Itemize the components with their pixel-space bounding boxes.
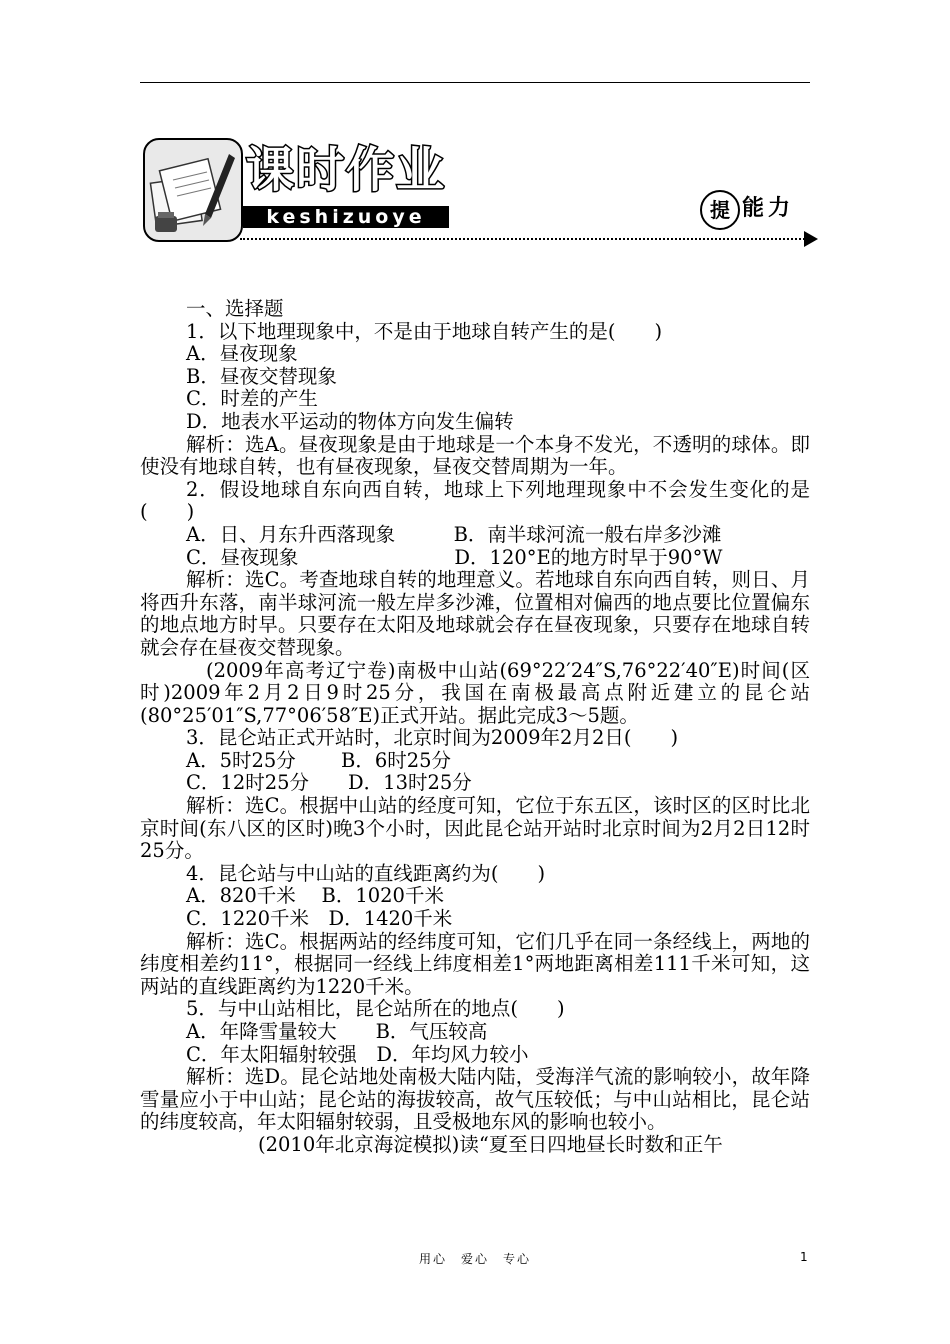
q2-options-row-1: A．日、月东升西落现象 B．南半球河流一般右岸多沙滩 — [186, 522, 722, 546]
question-1: 1．以下地理现象中，不是由于地球自转产生的是( ) — [186, 319, 663, 343]
notebook-pen-icon — [143, 138, 243, 242]
section-heading: 一、选择题 — [186, 297, 284, 320]
q5-options-row-1: A．年降雪量较大 B．气压较高 — [186, 1020, 488, 1043]
q1-option-a: A．昼夜现象 — [186, 342, 298, 366]
ability-label: 能力 — [742, 196, 795, 221]
exercise-content — [140, 298, 810, 1157]
page-number: 1 — [800, 1250, 808, 1264]
question-3: 3．昆仑站正式开站时，北京时间为2009年2月2日( ) — [186, 726, 679, 750]
question-5: 5．与中山站相比，昆仑站所在的地点( ) — [186, 997, 565, 1021]
banner-subtitle: keshizuoye — [243, 206, 449, 228]
header-rule — [140, 82, 810, 83]
q3-analysis: 解析：选C。根据中山站的经度可知，它位于东五区，该时区的区时比北京时间(东八区的区时)晚3个小时，因此昆仑站开站时北京时间为2月2日12时25分。 — [140, 794, 810, 863]
material-2: (2010年北京海淀模拟)读“夏至日四地昼长时数和正午 — [258, 1132, 723, 1156]
q3-options-row-1: A．5时25分 B．6时25分 — [186, 748, 452, 772]
question-4: 4．昆仑站与中山站的直线距离约为( ) — [186, 861, 546, 885]
q4-options-row-2: C．1220千米 D．1420千米 — [186, 907, 453, 931]
ability-badge: 提 — [700, 190, 740, 230]
q1-analysis: 解析：选A。昼夜现象是由于地球是一个本身不发光，不透明的球体。即使没有地球自转，也有昼夜现象，昼夜交替周期为一年。 — [140, 432, 810, 479]
arrow-right-icon — [804, 231, 818, 247]
q2-options-row-2: C．昼夜现象 D．120°E的地方时早于90°W — [186, 545, 723, 569]
q4-analysis: 解析：选C。根据两站的经纬度可知，它们几乎在同一条经线上，两地的纬度相差约11°，根据同一经线上纬度相差1°两地距离相差111千米可知，这两站的直线距离约为1220千米。 — [140, 929, 810, 998]
question-2: 2．假设地球自东向西自转，地球上下列地理现象中不会发生变化的是( ) — [140, 477, 810, 524]
q1-option-d: D．地表水平运动的物体方向发生偏转 — [186, 409, 514, 433]
footer-motto: 用心 爱心 专心 — [418, 1252, 531, 1266]
banner-dotted-line — [240, 238, 805, 240]
q4-options-row-1: A．820千米 B．1020千米 — [186, 884, 444, 908]
q1-option-c: C．时差的产生 — [186, 387, 318, 411]
banner-title: 课时作业 — [246, 142, 447, 198]
q5-analysis: 解析：选D。昆仑站地处南极大陆内陆，受海洋气流的影响较小，故年降雪量应小于中山站；昆仑站的海拔较高，故气压较低；与中山站相比，昆仑站的纬度较高，年太阳辐射较弱，且受极地东风的影响也较小。 — [140, 1065, 810, 1134]
q1-option-b: B．昼夜交替现象 — [186, 364, 337, 388]
q3-options-row-2: C．12时25分 D．13时25分 — [186, 771, 472, 795]
q2-analysis: 解析：选C。考查地球自转的地理意义。若地球自东向西自转，则日、月将西升东落，南半球河流一般左岸多沙滩，位置相对偏西的地点要比位置偏东的地点地方时早。只要存在太阳及地球就会存在昼夜现象，只要存在地球自转就会存在昼夜交替现象。 — [140, 568, 810, 659]
q5-options-row-2: C．年太阳辐射较强 D．年均风力较小 — [186, 1042, 529, 1066]
material-1: (2009年高考辽宁卷)南极中山站(69°22′24″S,76°22′40″E)时间(区时)2009年2月2日9时25分，我国在南极最高点附近建立的昆仑站(80°25′01″S,77°06′58″E)正式开站。据此完成3～5题。 — [140, 658, 810, 727]
